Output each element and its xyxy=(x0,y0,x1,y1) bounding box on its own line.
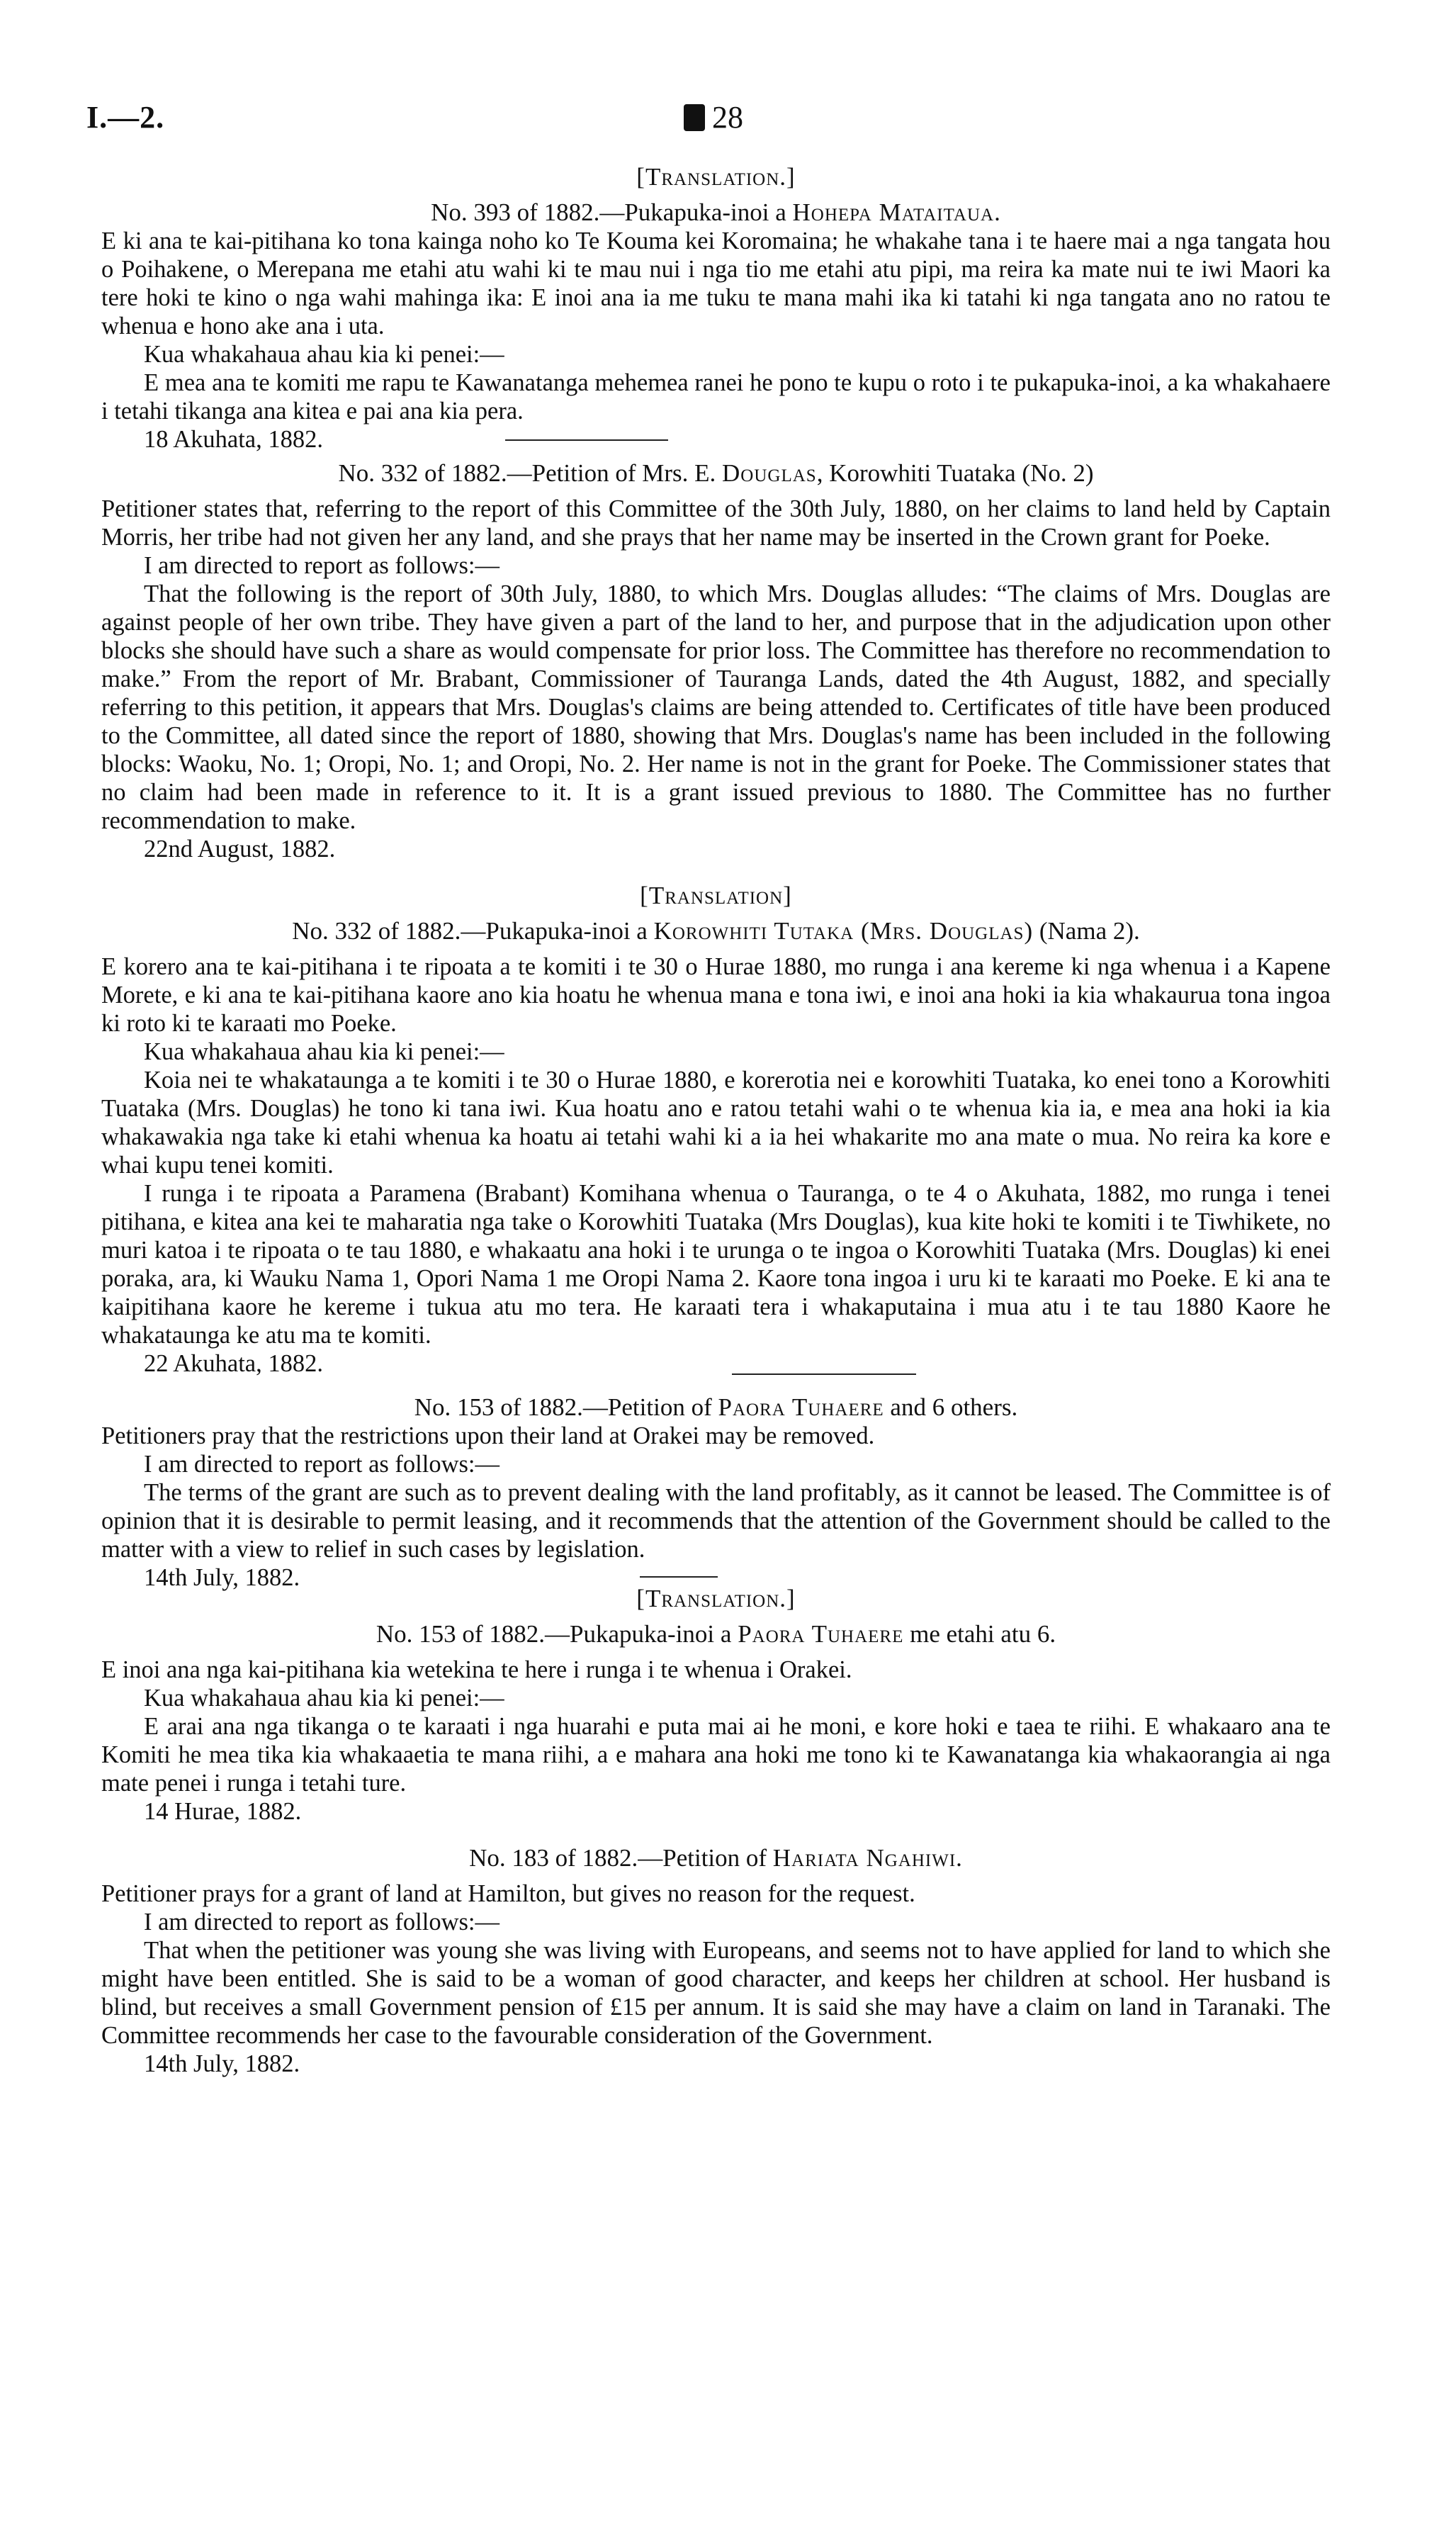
paragraph: E ki ana te kai-pitihana ko tona kainga noho ko Te Kouma kei Koromaina; he whakahe tana i te haere mai a nga tangata hou o Poihakene, o Merepana me etahi atu wahi ki te mau nui i nga tio me etahi atu pipi, ma reira ka mate nui te iwi Maori ka tere hoki te kino o nga wahi mahinga ika: E inoi ana ia me tuku te mana mahi ika ki tatahi ki nga tangata ano no ratou te whenua e hono ake ana i uta. xyxy=(101,227,1331,339)
section-heading: No. 153 of 1882.—Pukapuka-inoi a Paora Tuhaere me etahi atu 6. xyxy=(376,1620,1056,1648)
paragraph: Petitioner states that, referring to the report of this Committee of the 30th July, 1880, on her claims to land held by Captain Morris, her tribe had not given her any land, and she prays that her name may be inserted in the Crown grant for Poeke. xyxy=(101,495,1331,551)
main-column xyxy=(101,163,1331,2078)
paragraph: The terms of the grant are such as to prevent dealing with the land profitably, as it cannot be leased. The Committee is of opinion that it is desirable to permit leasing, and it recommends that the attention of the Government should be called to the matter with a view to relief in such cases by legislation. xyxy=(101,1479,1331,1563)
section-heading: No. 332 of 1882.—Petition of Mrs. E. Douglas, Korowhiti Tuataka (No. 2) xyxy=(338,459,1094,487)
translation-note: [Translation.] xyxy=(636,1585,796,1612)
paragraph: E korero ana te kai-pitihana i te ripoata a te komiti i te 30 o Hurae 1880, mo runga i ana kereme ki nga whenua i a Kapene Morete, e ki ana te kai-pitihana kaore ano kia hoatu he whenua mana e tona iwi, e inoi ana hoki ia kia whakaurua tona ingoa ki roto ki te karaati mo Poeke. xyxy=(101,953,1331,1037)
paragraph: Petitioners pray that the restrictions upon their land at Orakei may be removed. xyxy=(101,1422,875,1449)
paragraph: I am directed to report as follows:— xyxy=(144,552,500,579)
paragraph: Kua whakahaua ahau kia ki penei:— xyxy=(144,1685,504,1712)
section-date: 14 Hurae, 1882. xyxy=(144,1798,302,1825)
paragraph: Kua whakahaua ahau kia ki penei:— xyxy=(144,341,504,368)
translation-note: [Translation] xyxy=(640,882,792,909)
paragraph: Koia nei te whakataunga a te komiti i te 30 o Hurae 1880, e korerotia nei e korowhiti Tuataka, ko enei tono a Korowhiti Tuataka (Mrs. Douglas) he tono ki tana iwi. Kua hoatu ano e ratou tetahi wahi o te whenua kia ia, e mea ana hoki ia kia whakawakia nga take ki etahi whenua ka hoatu ai tetahi wahi ki a ia hei whakarite mo ana mate o mua. No reira ka kore e whai kupu tenei komiti. xyxy=(101,1067,1331,1179)
section-date: 18 Akuhata, 1882. xyxy=(144,426,323,453)
page-reference: I.—2. xyxy=(86,100,165,135)
section-date: 14th July, 1882. xyxy=(144,2050,300,2077)
paragraph: E arai ana nga tikanga o te karaati i nga huarahi e puta mai ai he moni, e kore hoki e taea te riihi. E whakaaro ana te Komiti he mea tika kia whakaaetia te mana riihi, a e mahara ana hoki me tono ki te Kawanatanga kia whakaorangia ai nga mate penei i runga i tetahi ture. xyxy=(101,1713,1331,1797)
section-date: 22 Akuhata, 1882. xyxy=(144,1350,323,1377)
section-heading: No. 393 of 1882.—Pukapuka-inoi a Hohepa Mataitaua. xyxy=(431,198,1001,226)
section-date: 14th July, 1882. xyxy=(144,1564,300,1591)
section-heading: No. 332 of 1882.—Pukapuka-inoi a Korowhiti Tutaka (Mrs. Douglas) (Nama 2). xyxy=(292,917,1140,945)
paragraph: I am directed to report as follows:— xyxy=(144,1909,500,1936)
translation-note: [Translation.] xyxy=(636,163,796,191)
section-heading: No. 153 of 1882.—Petition of Paora Tuhaere and 6 others. xyxy=(414,1393,1018,1421)
paragraph: Kua whakahaua ahau kia ki penei:— xyxy=(144,1038,504,1065)
paragraph: E mea ana te komiti me rapu te Kawanatanga mehemea ranei he pono te kupu o roto i te pukapuka-inoi, a ka whakahaere i tetahi tikanga ana kitea e pai ana kia pera. xyxy=(101,369,1331,425)
section-date: 22nd August, 1882. xyxy=(144,836,336,863)
page-number xyxy=(684,99,743,135)
section-heading: No. 183 of 1882.—Petition of Hariata Ngahiwi. xyxy=(469,1844,963,1872)
page-number-text: 28 xyxy=(712,100,743,135)
paragraph: I runga i te ripoata a Paramena (Brabant) Komihana whenua o Tauranga, o te 4 o Akuhata, 1882, mo runga i tenei pitihana, e kitea ana kei te maharatia nga take o Korowhiti Tuataka (Mrs Douglas), kua kite hoki te komiti i te Tiwhikete, no muri katoa i te ripoata o te tau 1880, e whakaatu ana hoki i te urunga o te ingoa o Korowhiti Tuataka (Mrs. Douglas) ki enei poraka, ara, ki Wauku Nama 1, Opori Nama 1 me Oropi Nama 2. Kaore tona ingoa i uru ki te karaati mo Poeke. E ki ana te kaipitihana kaore he kereme i tukua atu mo tera. He karaati tera i whakaputaina i mua atu i te tau 1880 Kaore he whakataunga ke atu ma te komiti. xyxy=(101,1180,1331,1349)
paragraph: Petitioner prays for a grant of land at Hamilton, but gives no reason for the request. xyxy=(101,1880,915,1907)
paragraph: E inoi ana nga kai-pitihana kia wetekina te here i runga i te whenua i Orakei. xyxy=(101,1656,852,1683)
paragraph: I am directed to report as follows:— xyxy=(144,1451,500,1478)
paragraph: That the following is the report of 30th July, 1880, to which Mrs. Douglas alludes: “The claims of Mrs. Douglas are against people of her own tribe. They have given a part of the land to her, and purpose that in the adjudication upon other blocks she should have such a share as would compensate for prior loss. The Committee has therefore no recommendation to make.” From the report of Mr. Brabant, Commissioner of Tauranga Lands, dated the 4th August, 1882, and specially referring to this petition, it appears that Mrs. Douglas's claims are being attended to. Certificates of title have been produced to the Committee, all dated since the report of 1880, showing that Mrs. Douglas's name has been included in the following blocks: Waoku, No. 1; Oropi, No. 1; and Oropi, No. 2. Her name is not in the grant for Poeke. The Commissioner states that no claim had been made in reference to it. It is a grant issued previous to 1880. The Committee has no further recommendation to make. xyxy=(101,580,1331,834)
ink-blot-mark xyxy=(684,104,705,131)
paragraph: That when the petitioner was young she was living with Europeans, and seems not to have applied for land to which she might have been entitled. She is said to be a woman of good character, and keeps her children at school. Her husband is blind, but receives a small Government pension of £15 per annum. It is said she may have a claim on land in Taranaki. The Committee recommends her case to the favourable consideration of the Government. xyxy=(101,1937,1331,2049)
